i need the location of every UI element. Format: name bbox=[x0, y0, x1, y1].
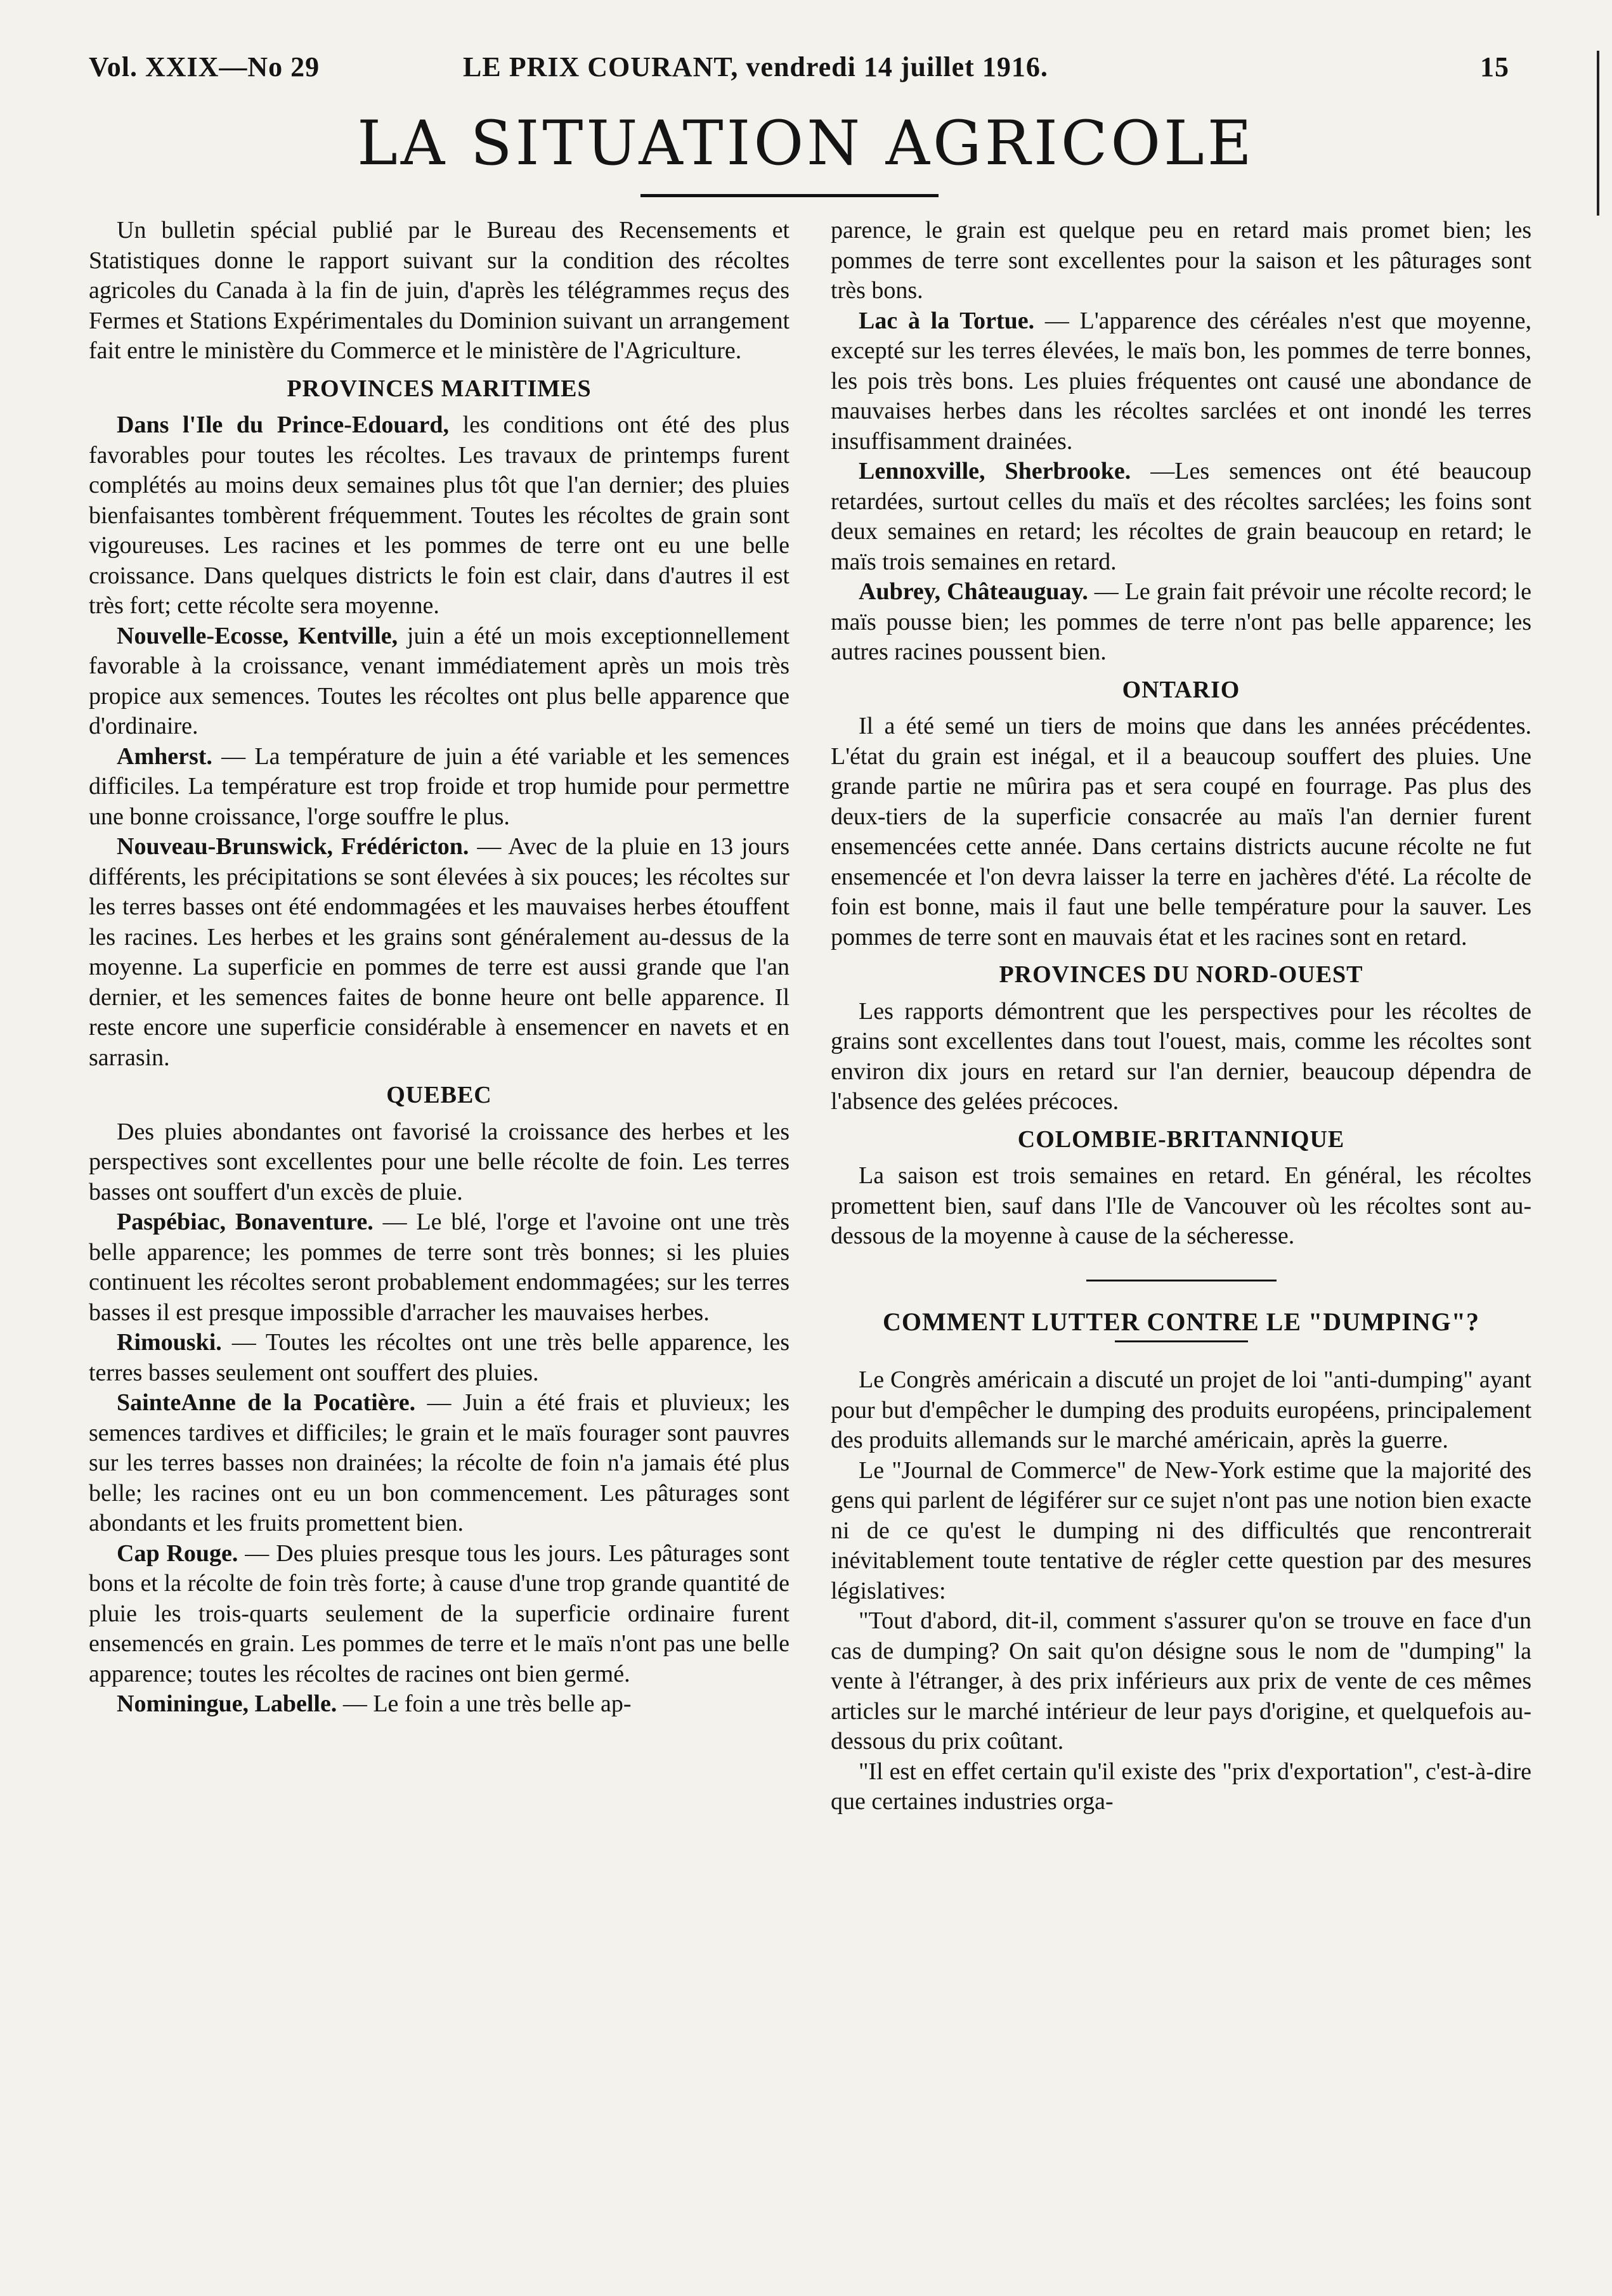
report-text: — La température de juin a été variable et les semences difficiles. La température est trop froide et trop humide pour permettre une bonne croissance, l'orge souffre le plus. bbox=[89, 743, 790, 830]
running-header bbox=[89, 51, 1509, 91]
section-heading-ontario: ONTARIO bbox=[1122, 676, 1240, 703]
report-new-brunswick bbox=[89, 832, 790, 1073]
report-text: — Des pluies presque tous les jours. Les pâturages sont bons et la récolte de foin très forte; à cause d'une trop grande quantité de pluie les trois-quarts seulement de la superficie ordinaire furent ensemencés en grain. Les pommes de terre et le maïs n'ont pas une belle apparence; toutes les récoltes de racines ont bien germé. bbox=[89, 1540, 790, 1687]
headline-rule bbox=[1115, 1340, 1248, 1342]
ontario-summary: Il a été semé un tiers de moins que dans les années précédentes. L'état du grain est inégal, et il a beaucoup souffert des pluies. Une grande partie ne mûrira pas et sera coupé en fourrage. Pas plus des deux-tiers de la superficie consacrée au maïs l'an dernier furent ensemencées cette année. Dans certains districts aucune récolte ne fut ensemencée et l'on devra laisser la terre en jachères d'été. La récolte de foin est bonne, mais il faut une belle température pour la sauver. Les pommes de terre sont en mauvais état et les racines sont en retard. bbox=[831, 713, 1531, 950]
continued-paragraph: parence, le grain est quelque peu en retard mais promet bien; les pommes de terre sont excellentes pour la saison et les pâturages sont très bons. bbox=[831, 217, 1531, 304]
place-lead: Rimouski. bbox=[117, 1329, 222, 1356]
nord-ouest-summary: Les rapports démontrent que les perspectives pour les récoltes de grains sont excellentes dans tout l'ouest, mais, comme les récoltes sont environ dix jours en retard sur l'an dernier, beaucoup dépendra de l'absence des gelées précoces. bbox=[831, 997, 1531, 1115]
report-text: juin a été un mois exceptionnellement favorable à la croissance, venant immédiatement après un mois très propice aux semences. Toutes les récoltes ont plus belle apparence que d'ordinaire. bbox=[89, 622, 790, 739]
place-lead: Aubrey, Châteauguay. bbox=[859, 578, 1088, 605]
report-text: — Juin a été frais et pluvieux; les semences tardives et difficiles; le grain et le maïs fourager sont pauvres sur les terres basses non drainées; la récolte de foin n'a jamais été plus belle; les racines ont eu un bon commencement. Les pâturages sont abondants et les fruits promettent bien. bbox=[89, 1389, 790, 1536]
volume-number: Vol. XXIX—No 29 bbox=[89, 51, 320, 82]
place-lead: Lac à la Tortue. bbox=[859, 307, 1035, 334]
report-text: — Le foin a une très belle ap- bbox=[342, 1690, 632, 1717]
left-column bbox=[89, 216, 790, 1720]
place-lead: Nouveau-Brunswick, Frédéricton. bbox=[117, 833, 469, 860]
place-lead: Cap Rouge. bbox=[117, 1540, 238, 1567]
report-pocatiere bbox=[89, 1388, 790, 1539]
article-title: LA SITUATION AGRICOLE bbox=[357, 108, 1255, 179]
report-text: les conditions ont été des plus favorables pour toutes les récoltes. Les travaux de printemps furent complétés au moins deux semaines plus tôt que l'an dernier; des pluies bienfaisantes tombèrent fréquemment. Toutes les récoltes de grain sont vigoureuses. Les racines et les pommes de terre ont eu une belle croissance. Dans quelques districts le foin est clair, dans d'autres il est très fort; cette récolte sera moyenne. bbox=[89, 412, 790, 619]
dumping-paragraph: "Tout d'abord, dit-il, comment s'assurer qu'on se trouve en face d'un cas de dumping? On sait qu'on désigne sous le nom de "dumping" la vente à l'étranger, à des prix inférieurs aux prix de vente de ces mêmes articles sur le marché intérieur de leur pays d'origine, et quelquefois au-dessous du prix coûtant. bbox=[831, 1607, 1531, 1754]
dumping-paragraph: "Il est en effet certain qu'il existe des "prix d'exportation", c'est-à-dire que certaines industries orga- bbox=[831, 1758, 1531, 1815]
report-text: — Le blé, l'orge et l'avoine ont une très belle apparence; les pommes de terre sont très bonnes; si les pluies continuent les récoltes seront probablement endommagées; sur les terres basses il est presque impossible d'arracher les mauvaises herbes. bbox=[89, 1209, 790, 1326]
place-lead: Nominingue, Labelle. bbox=[117, 1690, 337, 1717]
report-cap-rouge bbox=[89, 1539, 790, 1690]
place-lead: Dans l'Ile du Prince-Edouard, bbox=[117, 412, 450, 438]
report-nova-scotia bbox=[89, 621, 790, 742]
report-text: — Le grain fait prévoir une récolte record; le maïs pousse bien; les pommes de terre n'ont pas belle apparence; les autres racines poussent bien. bbox=[831, 578, 1532, 665]
place-lead: SainteAnne de la Pocatière. bbox=[117, 1389, 416, 1416]
title-rule bbox=[640, 194, 939, 197]
section-heading-maritimes: PROVINCES MARITIMES bbox=[287, 375, 592, 402]
report-paspebiac bbox=[89, 1207, 790, 1328]
colombie-summary: La saison est trois semaines en retard. En général, les récoltes promettent bien, sauf dans l'Ile de Vancouver où les récoltes sont au-dessous de la moyenne à cause de la sécheresse. bbox=[831, 1162, 1531, 1249]
report-nominingue bbox=[89, 1689, 790, 1720]
place-lead: Lennoxville, Sherbrooke. bbox=[859, 458, 1131, 484]
dumping-paragraph: Le "Journal de Commerce" de New-York estime que la majorité des gens qui parlent de légiférer sur ce sujet n'ont pas une notion bien exacte ni de ce qu'est le dumping ni des difficultés que rencontrerait inévitablement toute tentative de régler cette question par des mesures législatives: bbox=[831, 1456, 1531, 1604]
place-lead: Amherst. bbox=[117, 743, 212, 770]
dumping-headline: COMMENT LUTTER CONTRE LE "DUMPING"? bbox=[883, 1307, 1479, 1336]
report-amherst bbox=[89, 742, 790, 833]
report-text: — Toutes les récoltes ont une très belle apparence, les terres basses seulement ont souffert des pluies. bbox=[89, 1329, 790, 1386]
report-aubrey bbox=[831, 577, 1531, 668]
place-lead: Paspébiac, Bonaventure. bbox=[117, 1209, 374, 1235]
right-column bbox=[831, 216, 1531, 1817]
section-heading-colombie: COLOMBIE-BRITANNIQUE bbox=[1017, 1125, 1345, 1153]
report-text: — Avec de la pluie en 13 jours différents, les précipitations se sont élevées à six pouces; les récoltes sur les terres basses ont été endommagées et les mauvaises herbes étouffent les racines. Les herbes et les grains sont généralement au-dessus de la moyenne. La superficie en pommes de terre est aussi grande que l'an dernier, et les semences faites de bonne heure ont belle apparence. Il reste encore une superficie considérable à ensemencer en navets et en sarrasin. bbox=[89, 833, 790, 1071]
intro-paragraph: Un bulletin spécial publié par le Bureau des Recensements et Statistiques donne le rapport suivant sur la condition des récoltes agricoles du Canada à la fin de juin, d'après les télégrammes reçus des Fermes et Stations Expérimentales du Dominion suivant un arrangement fait entre le ministère du Commerce et le ministère de l'Agriculture. bbox=[89, 217, 790, 364]
section-heading-quebec: QUEBEC bbox=[386, 1082, 492, 1108]
report-rimouski bbox=[89, 1328, 790, 1388]
report-text: —Les semences ont été beaucoup retardées, surtout celles du maïs et des récoltes sarclées; les foins sont deux semaines en retard; les récoltes de grain beaucoup en retard; le maïs trois semaines en retard. bbox=[831, 458, 1531, 575]
quebec-summary: Des pluies abondantes ont favorisé la croissance des herbes et les perspectives sont excellentes pour une belle récolte de foin. Les terres basses ont souffert d'un excès de pluie. bbox=[89, 1118, 790, 1205]
report-pei bbox=[89, 410, 790, 621]
dumping-paragraph: Le Congrès américain a discuté un projet de loi "anti-dumping" ayant pour but d'empêcher le dumping des produits européens, principalement des produits allemands sur le marché américain, après la guerre. bbox=[831, 1366, 1531, 1453]
page-number: 15 bbox=[1480, 51, 1509, 82]
publication-dateline: LE PRIX COURANT, vendredi 14 juillet 1916. bbox=[463, 51, 1048, 82]
report-lennoxville bbox=[831, 457, 1531, 577]
place-lead: Nouvelle-Ecosse, Kentville, bbox=[117, 622, 398, 649]
article-separator bbox=[1086, 1280, 1277, 1281]
report-lac-tortue bbox=[831, 306, 1531, 457]
report-text: — L'apparence des céréales n'est que moyenne, excepté sur les terres élevées, le maïs bon, les pommes de terre bonnes, les pois très bons. Les pluies fréquentes ont causé une abondance de mauvaises herbes dans les récoltes sarclées et ont inondé les terres insuffisamment drainées. bbox=[831, 307, 1532, 455]
section-heading-nord-ouest: PROVINCES DU NORD-OUEST bbox=[999, 961, 1363, 988]
